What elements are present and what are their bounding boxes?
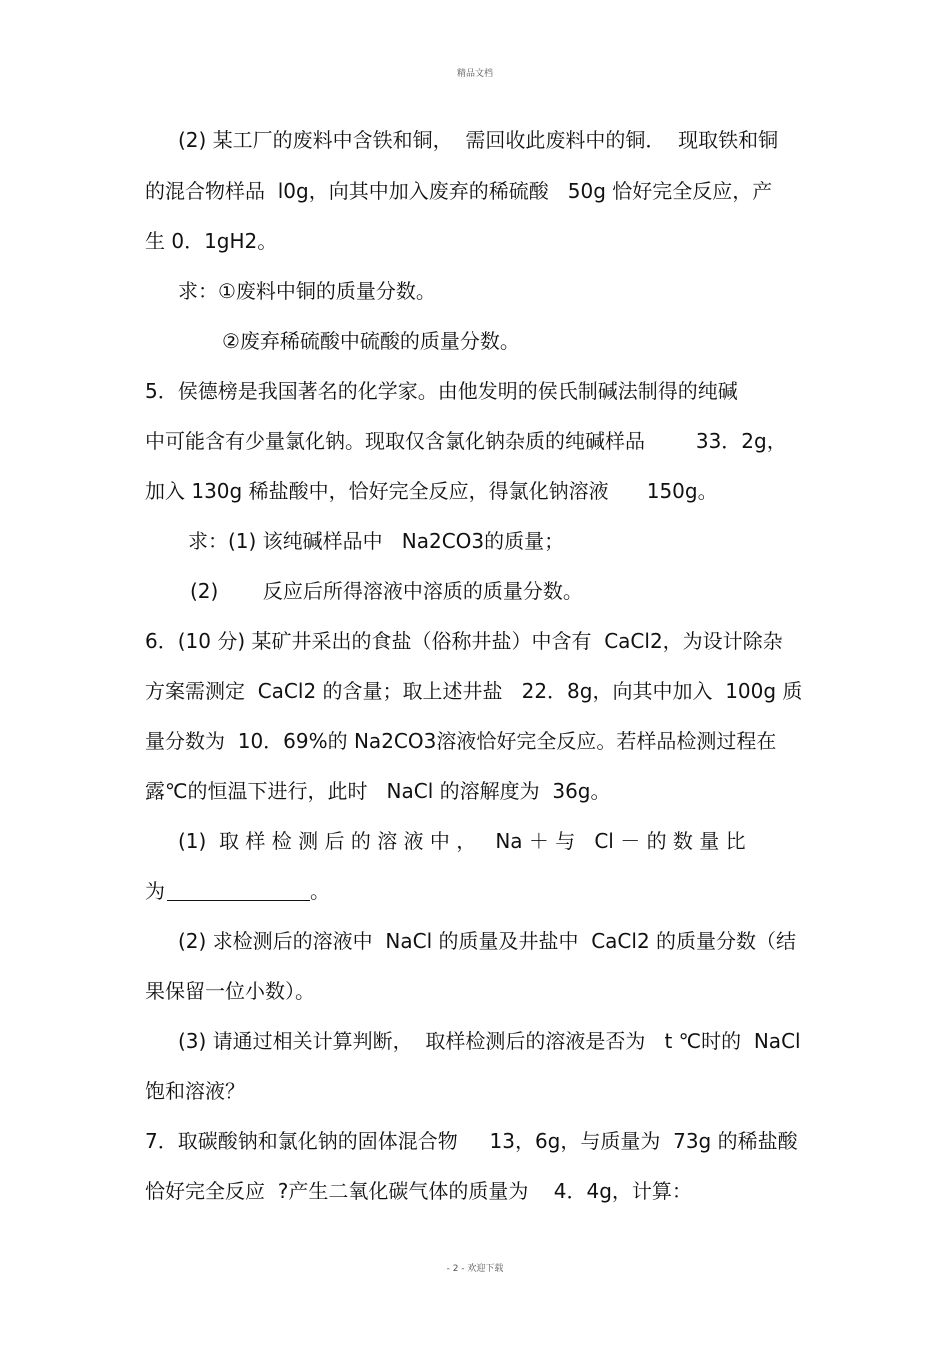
text-line: 恰好完全反应 ?产生二氧化碳气体的质量为 4．4g，计算：	[145, 1179, 692, 1203]
text-line: ②废弃稀硫酸中硫酸的质量分数。	[222, 329, 520, 353]
text-line: 方案需测定 CaCl2 的含量；取上述井盐 22．8g，向其中加入 100g 质	[145, 679, 803, 703]
text-line: (2) 某工厂的废料中含铁和铜， 需回收此废料中的铜． 现取铁和铜	[178, 128, 779, 152]
text-line: 生 0．1gH2。	[145, 229, 278, 253]
page-footer: - 2 - 欢迎下载	[446, 1264, 504, 1274]
text-line: 果保留一位小数）。	[145, 979, 315, 1003]
text-line: 7．取碳酸钠和氯化钠的固体混合物 13，6g，与质量为 73g 的稀盐酸	[145, 1129, 798, 1153]
text-line: 量分数为 10．69%的 Na2CO3溶液恰好完全反应。若样品检测过程在	[145, 729, 777, 753]
text-line: 。	[310, 879, 330, 903]
text-line: 露℃的恒温下进行，此时 NaCl 的溶解度为 36g。	[145, 779, 611, 803]
answer-blank	[167, 900, 310, 901]
text-line: 中可能含有少量氯化钠。现取仅含氯化钠杂质的纯碱样品 33．2g，	[145, 429, 787, 453]
text-line: (2) 求检测后的溶液中 NaCl 的质量及井盐中 CaCl2 的质量分数（结	[178, 929, 797, 953]
text-line: (3) 请通过相关计算判断， 取样检测后的溶液是否为 t ℃时的 NaCl	[178, 1029, 801, 1053]
text-line: (1) 取 样 检 测 后 的 溶 液 中 ， Na ＋ 与 Cl － 的 数 量 比	[178, 829, 746, 853]
text-line: 的混合物样品 l0g，向其中加入废弃的稀硫酸 50g 恰好完全反应，产	[145, 179, 773, 203]
text-line: 饱和溶液？	[145, 1079, 245, 1103]
page-header: 精品文档	[456, 69, 493, 79]
text-line: 求：(1) 该纯碱样品中 Na2CO3的质量；	[188, 529, 565, 553]
text-line: 求：①废料中铜的质量分数。	[178, 279, 436, 303]
text-line: (2) 反应后所得溶液中溶质的质量分数。	[190, 579, 583, 603]
text-line: 5．侯德榜是我国著名的化学家。由他发明的侯氏制碱法制得的纯碱	[145, 379, 738, 403]
text-line: 加入 130g 稀盐酸中，恰好完全反应，得氯化钠溶液 150g。	[145, 479, 718, 503]
text-line: 为	[145, 879, 165, 903]
text-line: 6．(10 分) 某矿井采出的食盐（俗称井盐）中含有 CaCl2，为设计除杂	[145, 629, 783, 653]
